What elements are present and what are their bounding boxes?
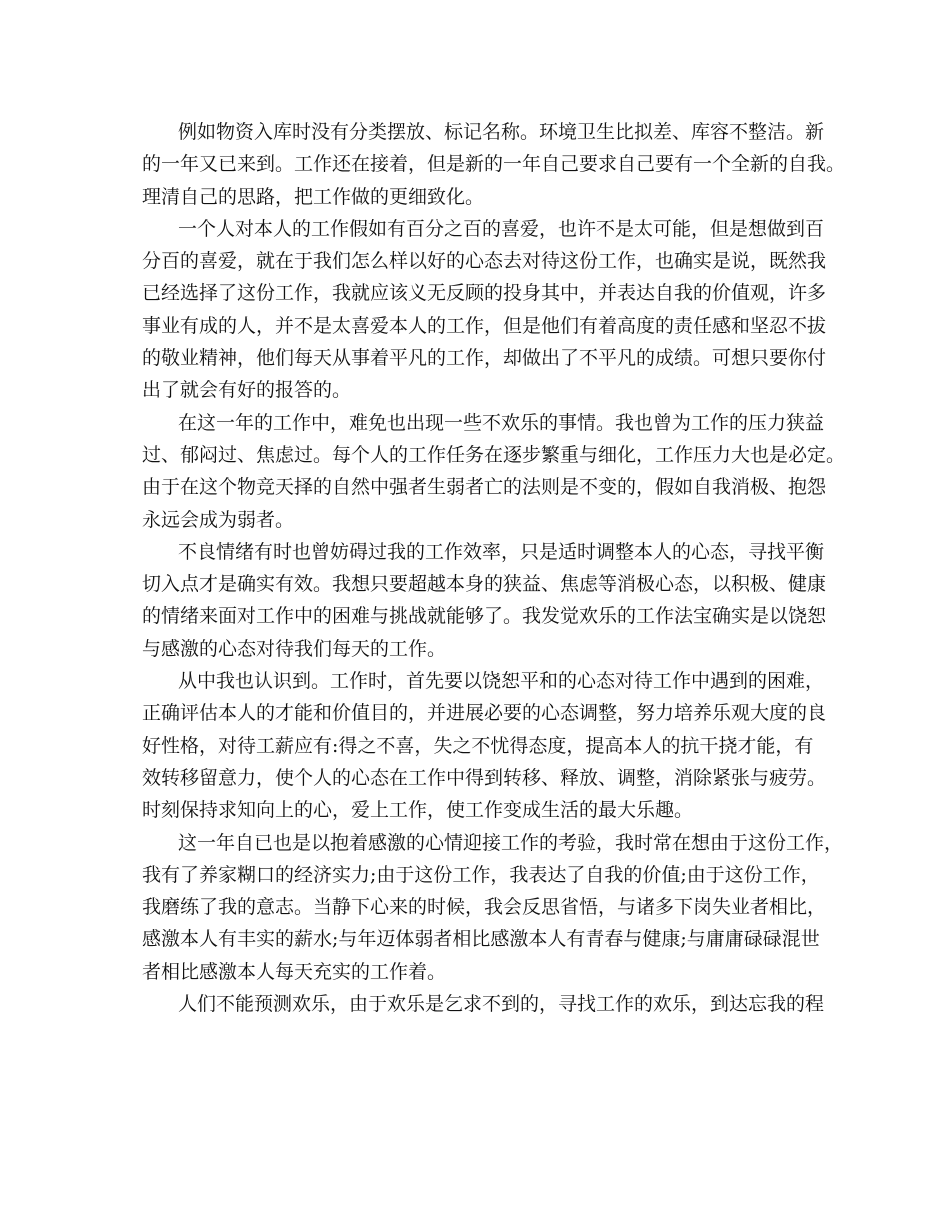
text-line: 切入点才是确实有效。我想只要超越本身的狭益、焦虑等消极心态，以积极、健康: [142, 573, 827, 596]
text-line: 事业有成的人，并不是太喜爱本人的工作，但是他们有着高度的责任感和坚忍不拔: [142, 314, 827, 337]
text-line: 好性格，对待工薪应有:得之不喜，失之不忧得态度，提高本人的抗干挠才能，有: [142, 734, 814, 757]
text-line: 由于在这个物竞天择的自然中强者生弱者亡的法则是不变的，假如自我消极、抱怨: [142, 476, 827, 499]
paragraph: [142, 213, 827, 407]
text-line: 不良情绪有时也曾妨碍过我的工作效率，只是适时调整本人的心态，寻找平衡: [178, 540, 825, 563]
text-line: 感激本人有丰实的薪水;与年迈体弱者相比感激本人有青春与健康;与庸庸碌碌混世: [142, 928, 820, 951]
text-line: 从中我也认识到。工作时，首先要以饶恕平和的心态对待工作中遇到的困难，: [178, 670, 825, 693]
text-line: 过、郁闷过、焦虑过。每个人的工作任务在逐步繁重与细化，工作压力大也是必定。: [142, 443, 846, 466]
text-line: 例如物资入库时没有分类摆放、标记名称。环境卫生比拟差、库容不整洁。新: [178, 121, 825, 143]
text-line: 已经选择了这份工作，我就应该义无反顾的投身其中，并表达自我的价值观，许多: [142, 282, 827, 305]
text-line: 永远会成为弱者。: [142, 508, 295, 531]
paragraph: [142, 827, 844, 988]
text-line: 理清自己的思路，把工作做的更细致化。: [142, 185, 485, 208]
paragraph: [142, 665, 827, 826]
text-line: 的敬业精神，他们每天从事着平凡的工作，却做出了不平凡的成绩。可想只要你付: [142, 347, 827, 370]
text-line: 的情绪来面对工作中的困难与挑战就能够了。我发觉欢乐的工作法宝确实是以饶恕: [142, 605, 827, 628]
text-line: 我磨练了我的意志。当静下心来的时候，我会反思省悟，与诸多下岗失业者相比，: [142, 896, 827, 919]
text-line: 这一年自已也是以抱着感激的心情迎接工作的考验，我时常在想由于这份工作，: [178, 831, 844, 854]
text-line: 者相比感激本人每天充实的工作着。: [142, 960, 447, 983]
text-line: 的一年又已来到。工作还在接着，但是新的一年自己要求自己要有一个全新的自我。: [142, 153, 846, 176]
text-line: 与感激的心态对待我们每天的工作。: [142, 637, 447, 660]
text-line: 一个人对本人的工作假如有百分之百的喜爱，也许不是太可能，但是想做到百: [178, 217, 825, 240]
text-line: 分百的喜爱，就在于我们怎么样以好的心态去对待这份工作，也确实是说，既然我: [142, 250, 827, 273]
paragraph: [142, 407, 846, 536]
paragraph: [142, 116, 846, 213]
paragraph: [142, 536, 827, 665]
paragraph: [142, 988, 825, 1020]
document-body: [142, 116, 846, 1020]
text-line: 正确评估本人的才能和价值目的，并进展必要的心态调整，努力培养乐观大度的良: [142, 702, 827, 725]
text-line: 时刻保持求知向上的心，爱上工作，使工作变成生活的最大乐趣。: [142, 799, 694, 822]
text-line: 效转移留意力，使个人的心态在工作中得到转移、释放、调整，消除紧张与疲劳。: [142, 766, 827, 789]
text-line: 出了就会有好的报答的。: [142, 379, 352, 402]
text-line: 人们不能预测欢乐，由于欢乐是乞求不到的，寻找工作的欢乐，到达忘我的程: [178, 993, 825, 1016]
text-line: 在这一年的工作中，难免也出现一些不欢乐的事情。我也曾为工作的压力狭益: [178, 411, 825, 434]
text-line: 我有了养家糊口的经济实力;由于这份工作，我表达了自我的价值;由于这份工作，: [142, 863, 820, 886]
